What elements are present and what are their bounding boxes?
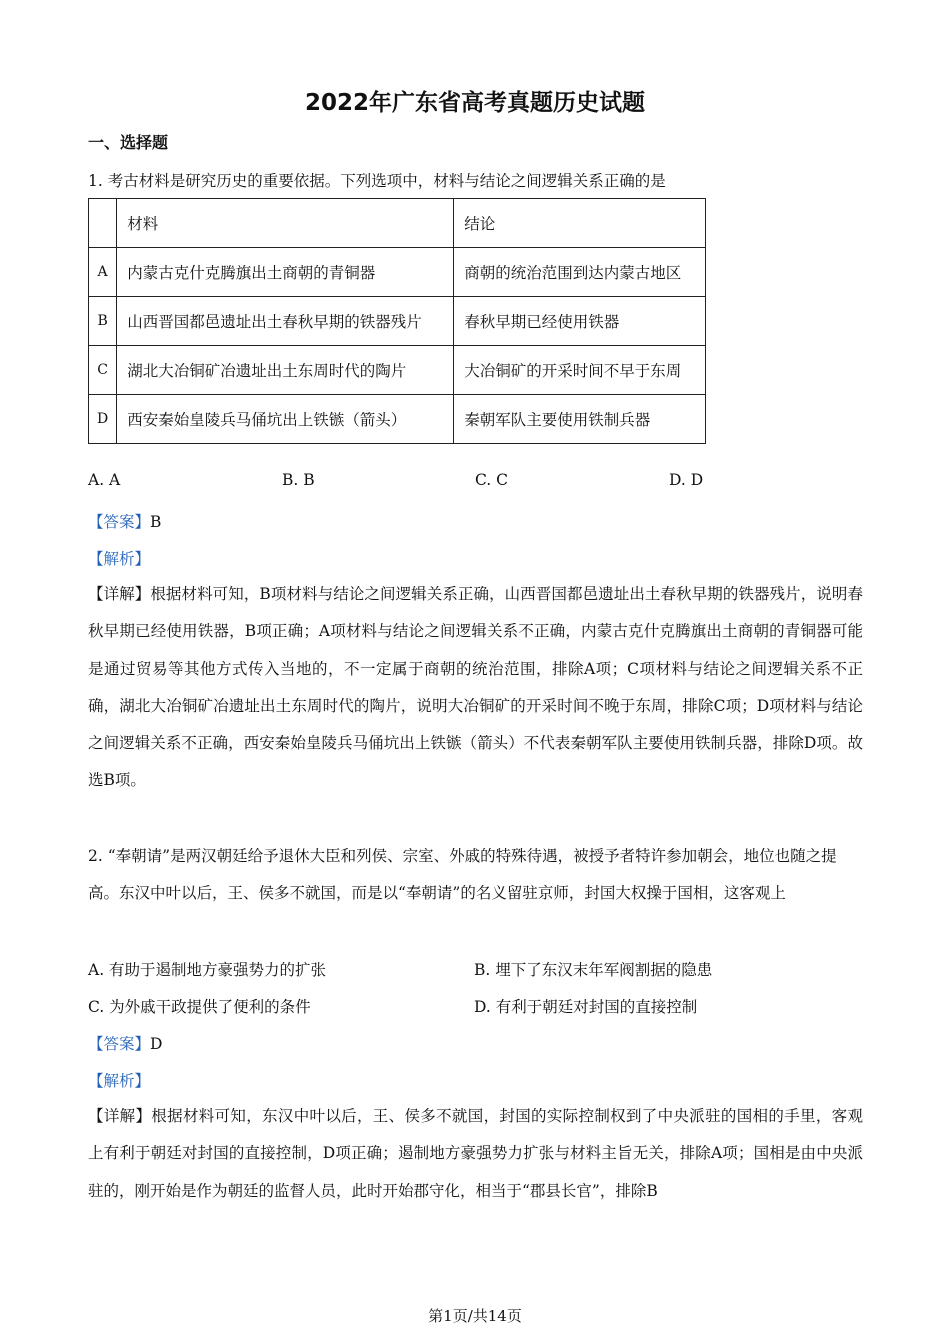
question-2-stem: 2. “奉朝请”是两汉朝廷给予退休大臣和列侯、宗室、外戚的特殊待遇，被授予者特许参加朝会，地位也随之提高。东汉中叶以后，王、侯多不就国，而是以“奉朝请”的名义留驻京师，封国大权操于国相，这客观上 — [88, 847, 837, 902]
option-d: D. 有利于朝廷对封国的直接控制 — [474, 998, 698, 1016]
page-title: 2022年广东省高考真题历史试题 — [304, 90, 645, 116]
table-row — [89, 346, 706, 395]
detail-text: 根据材料可知，东汉中叶以后，王、侯多不就国，封国的实际控制权到了中央派驻的国相的手里，客观上有利于朝廷对封国的直接控制，D项正确；遏制地方豪强势力扩张与材料主旨无关，排除A项；国相是由中央派驻的，刚开始是作为朝廷的监督人员，此时开始郡守化，相当于“郡县长官”，排除B — [88, 1107, 863, 1200]
option-c: C. C — [475, 471, 509, 489]
answer-value: D — [150, 1035, 163, 1053]
row-label: A — [89, 248, 117, 297]
question-2-analysis-tag: 【解析】 — [88, 1072, 151, 1090]
row-label: D — [89, 395, 117, 444]
question-1-detail — [88, 576, 863, 800]
row-label: B — [89, 297, 117, 346]
option-a: A. A — [88, 471, 121, 489]
row-conclusion: 大冶铜矿的开采时间不早于东周 — [454, 346, 706, 395]
answer-value: B — [150, 513, 162, 531]
question-2-answer — [88, 1032, 162, 1054]
option-c: C. 为外戚干政提供了便利的条件 — [88, 998, 311, 1016]
table-header-material: 材料 — [117, 199, 454, 248]
row-conclusion: 商朝的统治范围到达内蒙古地区 — [454, 248, 706, 297]
question-1-analysis-tag: 【解析】 — [88, 550, 151, 568]
table-header-conclusion: 结论 — [454, 199, 706, 248]
option-b: B. 埋下了东汉末年军阀割据的隐患 — [474, 961, 713, 979]
row-conclusion: 秦朝军队主要使用铁制兵器 — [454, 395, 706, 444]
row-material: 内蒙古克什克腾旗出土商朝的青铜器 — [117, 248, 454, 297]
question-1-table — [88, 198, 706, 444]
table-row — [89, 248, 706, 297]
question-1-answer — [88, 510, 161, 532]
table-row — [89, 395, 706, 444]
detail-text: 根据材料可知，B项材料与结论之间逻辑关系正确，山西晋国都邑遗址出土春秋早期的铁器残片，说明春秋早期已经使用铁器，B项正确；A项材料与结论之间逻辑关系不正确，内蒙古克什克腾旗出土商朝的青铜器可能是通过贸易等其他方式传入当地的，不一定属于商朝的统治范围，排除A项；C项材料与结论之间逻辑关系不正确，湖北大冶铜矿冶遗址出土东周时代的陶片，说明大冶铜矿的开采时间不晚于东周，排除C项；D项材料与结论之间逻辑关系不正确，西安秦始皇陵兵马俑坑出上铁镞（箭头）不代表秦朝军队主要使用铁制兵器，排除D项。故选B项。 — [88, 585, 863, 790]
option-b: B. B — [282, 471, 315, 489]
option-a: A. 有助于遏制地方豪强势力的扩张 — [88, 961, 327, 979]
answer-tag: 【答案】 — [88, 513, 151, 531]
table-header-row — [89, 199, 706, 248]
option-d: D. D — [669, 471, 704, 489]
section-title: 一、选择题 — [88, 133, 169, 152]
table-cell — [89, 199, 117, 248]
answer-tag: 【答案】 — [88, 1035, 151, 1053]
row-material: 山西晋国都邑遗址出土春秋早期的铁器残片 — [117, 297, 454, 346]
table-row — [89, 297, 706, 346]
page-footer: 第1页/共14页 — [428, 1307, 522, 1325]
question-2-detail — [88, 1098, 863, 1210]
detail-tag: 【详解】 — [88, 1107, 152, 1125]
row-label: C — [89, 346, 117, 395]
row-conclusion: 春秋早期已经使用铁器 — [454, 297, 706, 346]
detail-tag: 【详解】 — [88, 585, 151, 603]
row-material: 湖北大冶铜矿冶遗址出土东周时代的陶片 — [117, 346, 454, 395]
question-1-stem: 1. 考古材料是研究历史的重要依据。下列选项中，材料与结论之间逻辑关系正确的是 — [88, 172, 666, 190]
row-material: 西安秦始皇陵兵马俑坑出上铁镞（箭头） — [117, 395, 454, 444]
